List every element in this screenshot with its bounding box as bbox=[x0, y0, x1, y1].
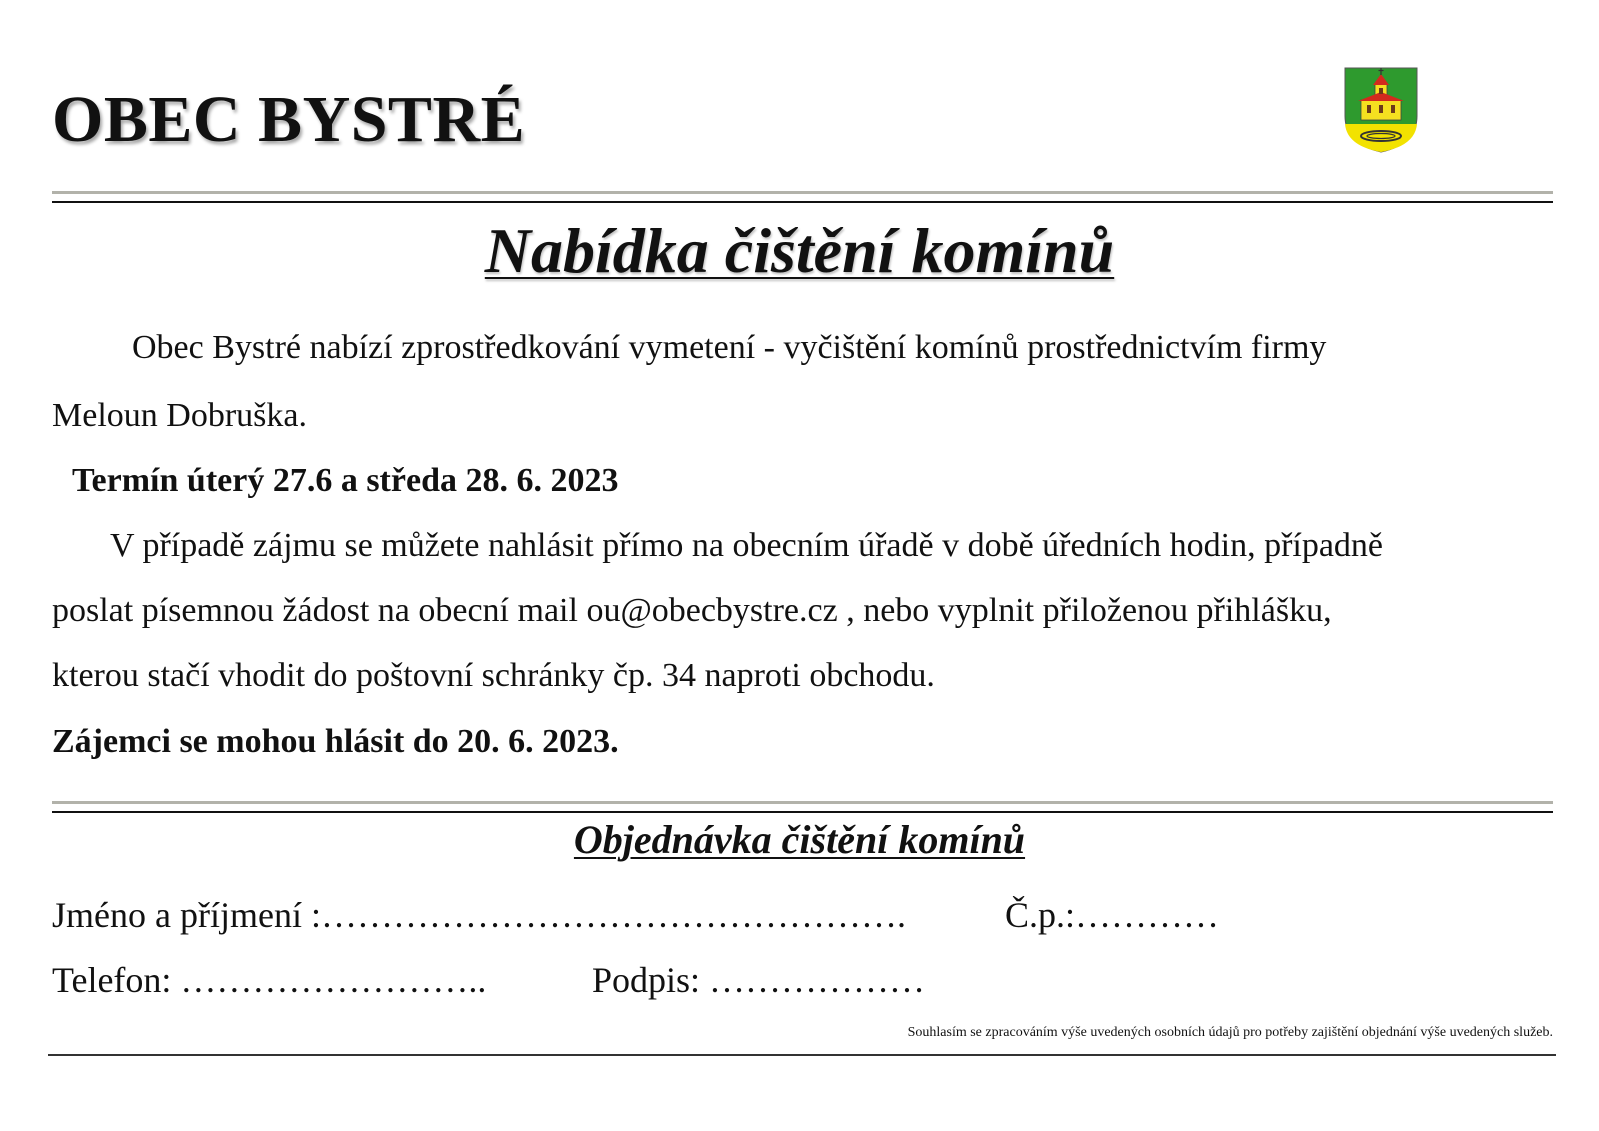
consent-note: Souhlasím se zpracováním výše uvedených osobních údajů pro potřeby zajištění objednání výše uvedených služeb. bbox=[907, 1025, 1553, 1040]
notice-heading: Nabídka čištění komínů bbox=[484, 215, 1115, 286]
house-number-field[interactable]: Č.p.:………… bbox=[1005, 895, 1220, 935]
bottom-divider bbox=[48, 1054, 1556, 1056]
header-divider-grey bbox=[52, 191, 1553, 194]
municipality-title: OBEC BYSTRÉ bbox=[52, 83, 526, 156]
form-divider-grey bbox=[52, 801, 1553, 804]
notice-paragraph-line: poslat písemnou žádost na obecní mail ou@obecbystre.cz , nebo vyplnit přiloženou přihlášku, bbox=[52, 592, 1332, 629]
phone-field[interactable]: Telefon: …………………….. bbox=[52, 960, 487, 1000]
notice-paragraph-line: Meloun Dobruška. bbox=[52, 397, 307, 434]
registration-deadline: Zájemci se mohou hlásit do 20. 6. 2023. bbox=[52, 723, 619, 760]
form-divider-black bbox=[52, 811, 1553, 813]
coat-of-arms-logo bbox=[1343, 66, 1419, 154]
header-divider-black bbox=[52, 201, 1553, 203]
service-date-line: Termín úterý 27.6 a středa 28. 6. 2023 bbox=[72, 462, 619, 499]
notice-paragraph-line: Obec Bystré nabízí zprostředkování vymetení - vyčištění komínů prostřednictvím firmy bbox=[132, 329, 1327, 366]
order-form-heading: Objednávka čištění komínů bbox=[573, 817, 1026, 862]
name-field[interactable]: Jméno a příjmení :…………………………………………. bbox=[52, 895, 906, 935]
signature-field[interactable]: Podpis: ……………… bbox=[592, 960, 926, 1000]
notice-paragraph-line: V případě zájmu se můžete nahlásit přímo na obecním úřadě v době úředních hodin, případně bbox=[110, 527, 1384, 564]
notice-paragraph-line: kterou stačí vhodit do poštovní schránky čp. 34 naproti obchodu. bbox=[52, 657, 935, 694]
